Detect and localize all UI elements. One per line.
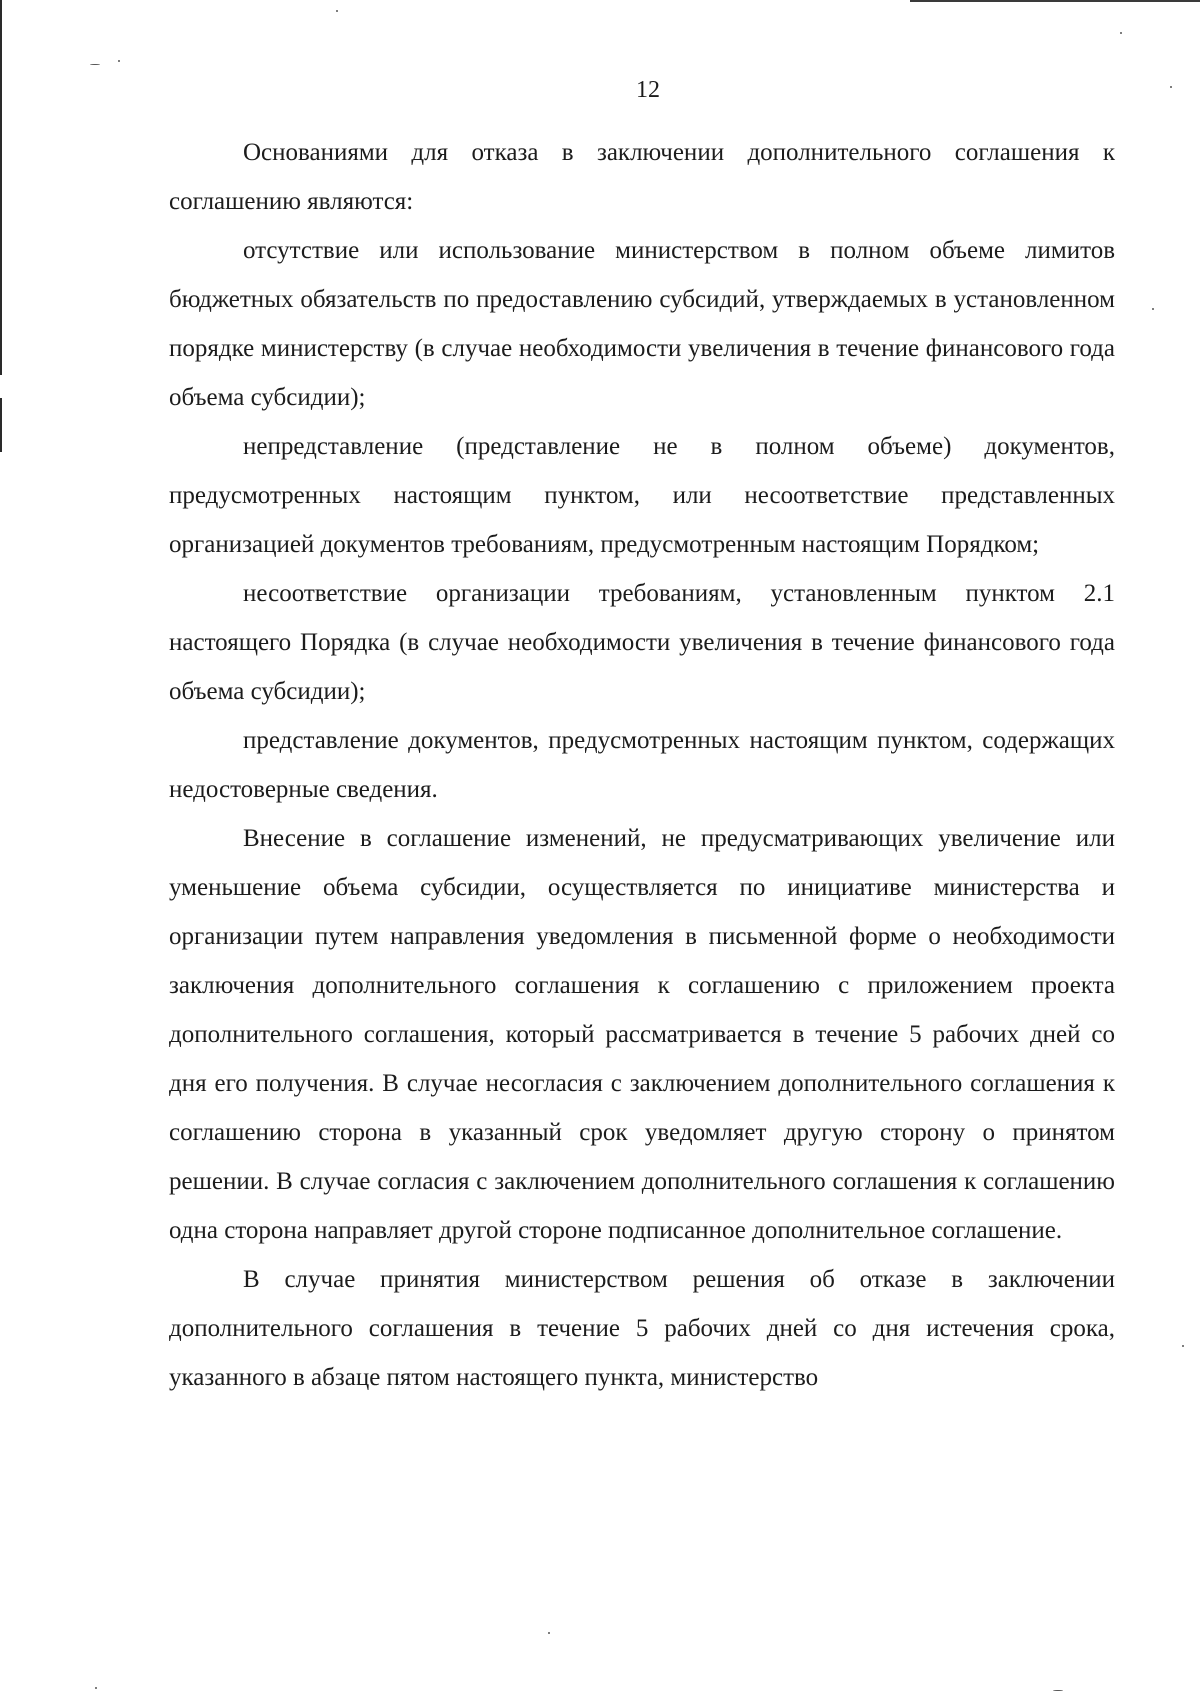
scan-edge-top [910, 0, 1200, 2]
page-number: 12 [636, 77, 660, 103]
paragraph-refusal-decision: В случае принятия министерством решения об отказе в заключении дополнительного соглашения в течение 5 рабочих дней со дня истечения срока, указанного в абзаце пятом настоящего пункта, министерство [169, 1266, 1115, 1391]
document-body [169, 128, 1115, 1402]
scan-speck [336, 10, 338, 12]
paragraph-requirements-mismatch: несоответствие организации требованиям, установленным пунктом 2.1 настоящего Порядка (в случае необходимости увеличения в течение финансового года объема субсидии); [169, 580, 1115, 705]
scan-speck [548, 1632, 550, 1634]
paragraph-refusal-grounds: Основаниями для отказа в заключении дополнительного соглашения к соглашению являются: [169, 139, 1115, 215]
scan-speck [1152, 308, 1154, 310]
scan-speck [1182, 1345, 1184, 1347]
scan-speck [90, 64, 100, 65]
scan-speck [118, 60, 120, 62]
paragraph-agreement-changes: Внесение в соглашение изменений, не предусматривающих увеличение или уменьшение объема субсидии, осуществляется по инициативе министерства и организации путем направления уведомления в письменной форме о необходимости заключения дополнительного соглашения к соглашению с приложением проекта дополнительного соглашения, который рассматривается в течение 5 рабочих дней со дня его получения. В случае несогласия с заключением дополнительного соглашения к соглашению сторона в указанный срок уведомляет другую сторону о принятом решении. В случае согласия с заключением дополнительного соглашения к соглашению одна сторона направляет другой стороне подписанное дополнительное соглашение. [169, 825, 1115, 1244]
scan-speck [1120, 32, 1122, 34]
scan-speck [1053, 1690, 1063, 1691]
paragraph-false-information: представление документов, предусмотренных настоящим пунктом, содержащих недостоверные сведения. [169, 727, 1115, 803]
scan-speck [95, 1687, 97, 1689]
paragraph-documents-missing: непредставление (представление не в полном объеме) документов, предусмотренных настоящим пунктом, или несоответствие представленных организацией документов требованиям, предусмотренным настоящим Порядком; [169, 433, 1115, 558]
scan-edge-left-fragment [0, 398, 2, 452]
scan-edge-left [0, 0, 2, 375]
paragraph-limits-absence: отсутствие или использование министерством в полном объеме лимитов бюджетных обязательств по предоставлению субсидий, утверждаемых в установленном порядке министерству (в случае необходимости увеличения в течение финансового года объема субсидии); [169, 237, 1115, 411]
